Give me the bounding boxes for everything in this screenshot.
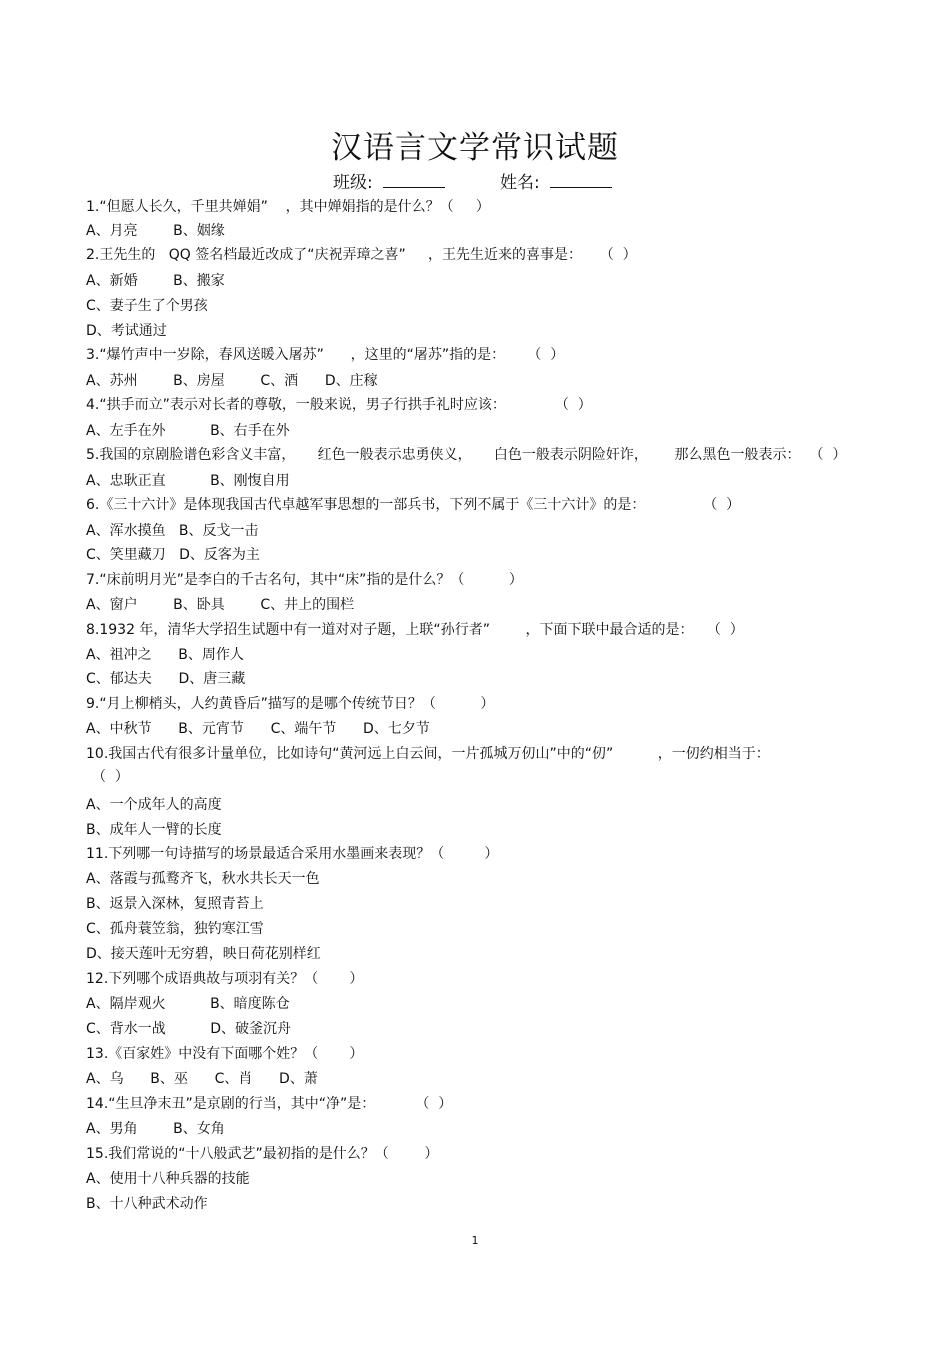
page-title: 汉语言文学常识试题 [331,130,619,166]
name-label: 姓名: [500,173,540,193]
question-line: 7.“床前明月光”是李白的千古名句，其中“床”指的是什么？（ ） [86,572,523,588]
question-line: 13.《百家姓》中没有下面哪个姓？（ ） [86,1046,364,1062]
question-line: A、隔岸观火 B、暗度陈仓 [86,996,290,1012]
question-line: A、左手在外 B、右手在外 [86,423,290,439]
question-line: 8.1932 年，清华大学招生试题中有一道对对子题，上联“孙行者” ，下面下联中最合适的是： （ ） [86,622,744,638]
question-line: 14.“生旦净末丑”是京剧的行当，其中“净”是： （ ） [86,1096,453,1112]
question-line: A、落霞与孤鹜齐飞，秋水共长天一色 [86,871,320,887]
question-line: C、郁达夫 D、唐三藏 [86,671,246,687]
question-line: C、背水一战 D、破釜沉舟 [86,1021,292,1037]
question-line: A、新婚 B、搬家 [86,273,225,289]
question-line: 4.“拱手而立”表示对长者的尊敬，一般来说，男子行拱手礼时应该： （ ） [86,397,592,413]
question-line: C、妻子生了个男孩 [86,298,208,314]
question-line: 9.“月上柳梢头，人约黄昏后”描写的是哪个传统节日？（ ） [86,696,495,712]
question-line: A、月亮 B、姻缘 [86,223,225,239]
question-line: 6.《三十六计》是体现我国古代卓越军事思想的一部兵书，下列不属于《三十六计》的是： （ ） [86,497,741,513]
question-line: A、祖冲之 B、周作人 [86,647,244,663]
question-line: A、忠耿正直 B、刚愎自用 [86,473,290,489]
question-line: A、浑水摸鱼 B、反戈一击 [86,523,259,539]
question-line: A、中秋节 B、元宵节 C、端午节 D、七夕节 [86,721,430,737]
question-line: A、苏州 B、房屋 C、酒 D、庄稼 [86,373,378,389]
name-field [500,168,612,193]
question-line: 2.王先生的 QQ 签名档最近改成了“庆祝弄璋之喜” ，王先生近来的喜事是： （ ） [86,247,637,263]
question-line: B、返景入深林，复照青苔上 [86,896,264,912]
question-line: 12.下列哪个成语典故与项羽有关？（ ） [86,971,364,987]
question-line: 10.我国古代有很多计量单位，比如诗句“黄河远上白云间，一片孤城万仞山”中的“仞” ，一仞约相当于： [86,746,770,762]
class-blank[interactable] [383,173,445,188]
question-line: 5.我国的京剧脸谱色彩含义丰富， 红色一般表示忠勇侠义， 白色一般表示阴险奸诈， 那么黑色一般表示： （ ） [86,447,847,463]
question-line: 1.“但愿人长久，千里共婵娟” ，其中婵娟指的是什么？（ ） [86,199,490,215]
question-line: （ ） [92,769,129,785]
question-line: A、男角 B、女角 [86,1121,225,1137]
class-field [333,168,445,193]
question-line: B、十八种武术动作 [86,1196,208,1212]
question-line: 15.我们常说的“十八般武艺”最初指的是什么？（ ） [86,1146,439,1162]
question-line: C、笑里藏刀 D、反客为主 [86,547,260,563]
question-line: 3.“爆竹声中一岁除，春风送暖入屠苏” ，这里的“屠苏”指的是： （ ） [86,347,565,363]
question-line: C、孤舟蓑笠翁，独钓寒江雪 [86,921,264,937]
question-line: B、成年人一臂的长度 [86,822,222,838]
question-line: A、乌 B、巫 C、肖 D、萧 [86,1071,318,1087]
question-line: A、窗户 B、卧具 C、井上的围栏 [86,597,355,613]
question-line: A、使用十八种兵器的技能 [86,1171,250,1187]
name-blank[interactable] [550,173,612,188]
question-line: A、一个成年人的高度 [86,797,222,813]
question-line: 11.下列哪一句诗描写的场景最适合采用水墨画来表现？（ ） [86,846,499,862]
class-label: 班级: [333,173,373,193]
question-line: D、接天莲叶无穷碧，映日荷花别样红 [86,946,321,962]
question-line: D、考试通过 [86,323,167,339]
page-number: 1 [471,1234,479,1247]
